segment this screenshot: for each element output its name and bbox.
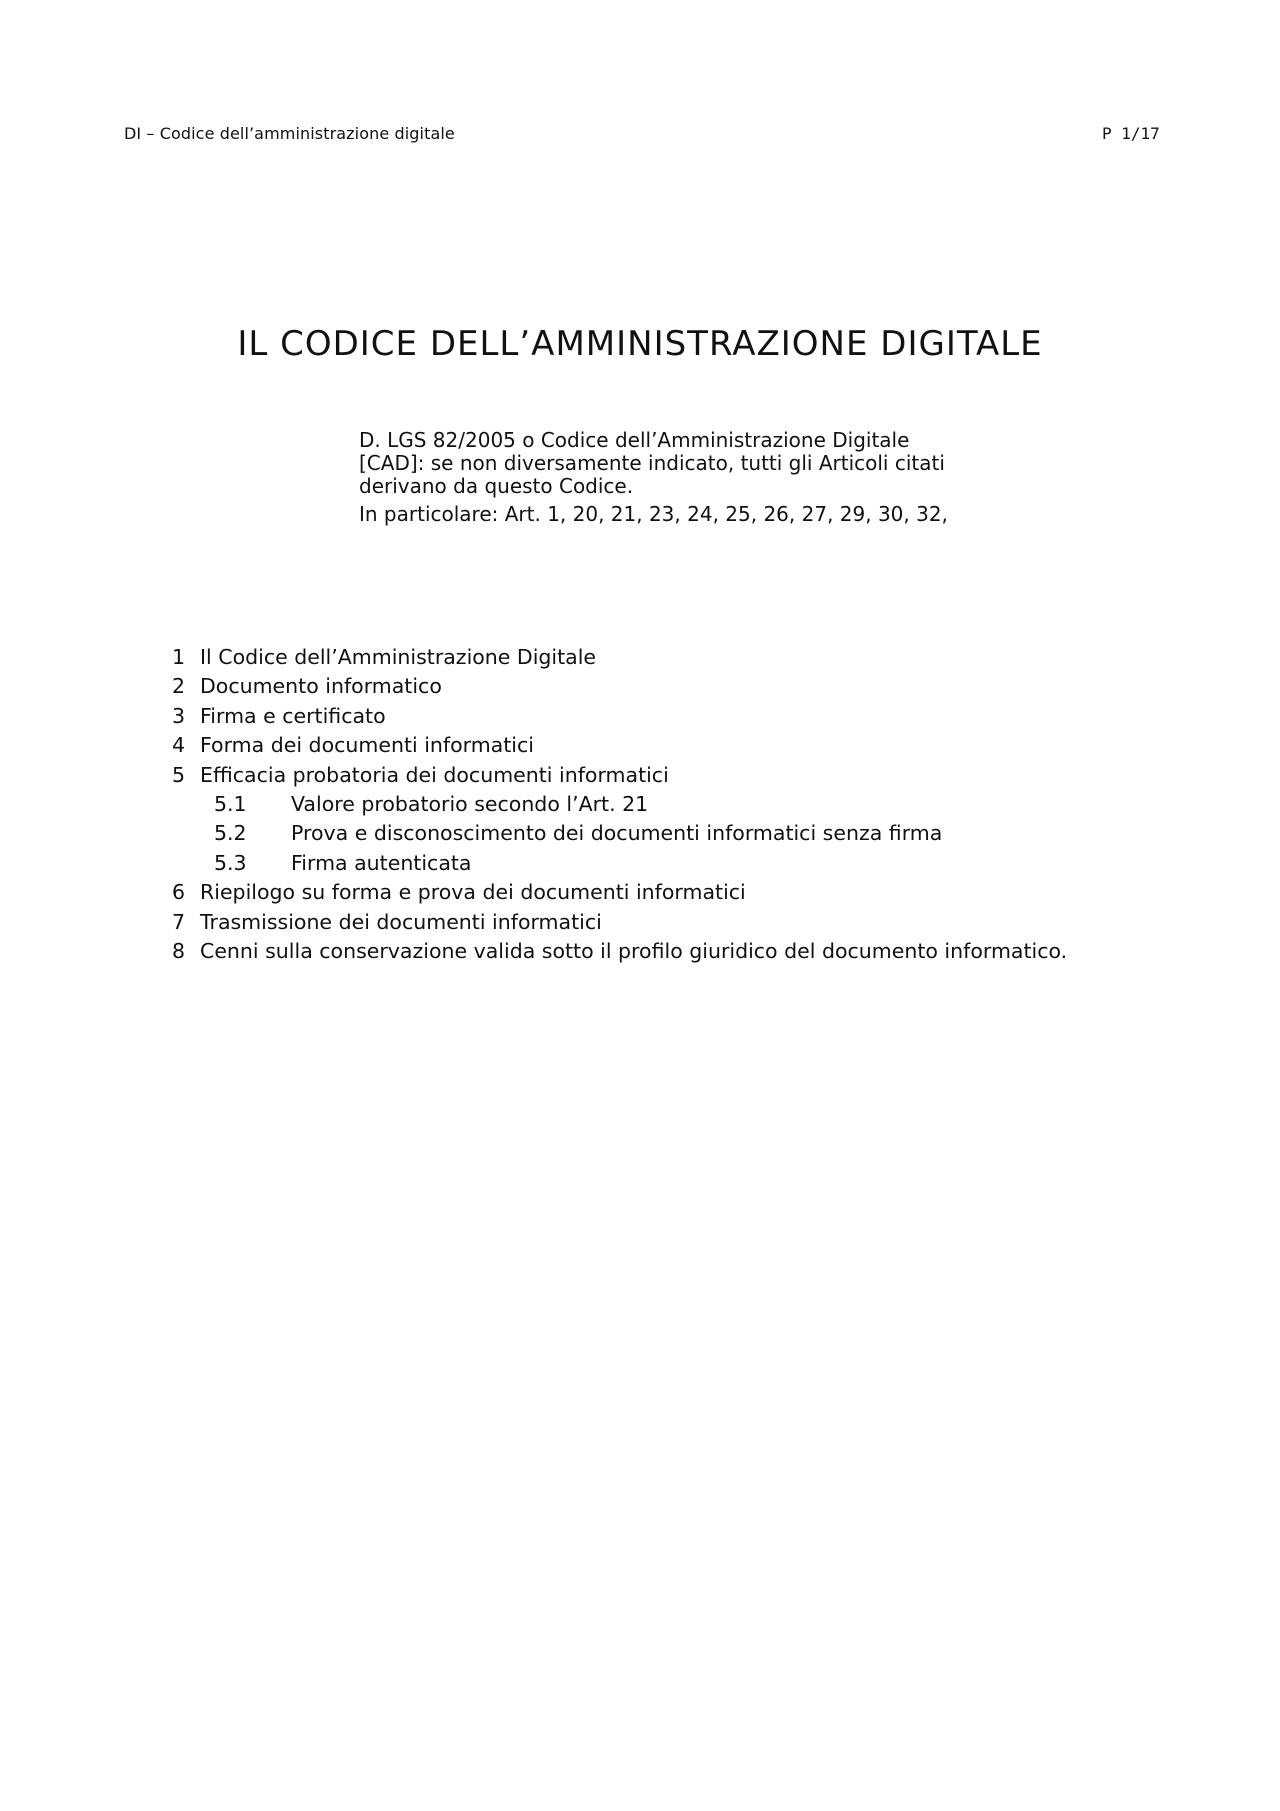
toc-item-number: 6 xyxy=(172,880,186,905)
toc-item[interactable] xyxy=(172,643,1172,672)
toc-item-number: 5.3 xyxy=(214,850,247,875)
toc-subitem[interactable] xyxy=(172,849,1172,878)
document-title: IL CODICE DELL’AMMINISTRAZIONE DIGITALE xyxy=(237,324,1043,364)
toc-item-label: Documento informatico xyxy=(200,674,442,699)
toc-item-number: 5.2 xyxy=(214,821,247,846)
toc-item-label: Forma dei documenti informatici xyxy=(200,733,534,758)
toc-item-label: Firma autenticata xyxy=(291,850,472,875)
table-of-contents xyxy=(172,643,1172,966)
toc-subitem[interactable] xyxy=(172,819,1172,848)
toc-item[interactable] xyxy=(172,878,1172,907)
toc-item[interactable] xyxy=(172,937,1172,966)
toc-item-number: 8 xyxy=(172,939,186,964)
toc-item-number: 5.1 xyxy=(214,792,247,817)
toc-item-number: 3 xyxy=(172,703,186,728)
toc-item[interactable] xyxy=(172,702,1172,731)
toc-item[interactable] xyxy=(172,731,1172,760)
toc-item-number: 1 xyxy=(172,645,186,669)
abstract-paragraph-articles: In particolare: Art. 1, 20, 21, 23, 24, 25, 26, 27, 29, 30, 32, xyxy=(359,502,948,526)
toc-item-number: 5 xyxy=(172,762,186,787)
toc-item-label: Efficacia probatoria dei documenti informatici xyxy=(200,762,669,787)
toc-item-label: Trasmissione dei documenti informatici xyxy=(200,909,602,934)
toc-item-number: 4 xyxy=(172,733,186,758)
toc-item[interactable] xyxy=(172,908,1172,937)
toc-item-number: 7 xyxy=(172,909,186,934)
toc-item-label: Il Codice dell’Amministrazione Digitale xyxy=(200,645,597,669)
toc-item-label: Riepilogo su forma e prova dei documenti informatici xyxy=(200,880,746,905)
toc-item-number: 2 xyxy=(172,674,186,699)
toc-item[interactable] xyxy=(172,761,1172,790)
toc-item-label: Prova e disconoscimento dei documenti informatici senza firma xyxy=(291,821,943,846)
toc-item[interactable] xyxy=(172,672,1172,701)
abstract-block xyxy=(359,429,979,531)
toc-item-label: Firma e certificato xyxy=(200,703,386,728)
page-number: P 1/17 xyxy=(1102,124,1160,143)
toc-subitem[interactable] xyxy=(172,790,1172,819)
running-header-title: DI – Codice dell’amministrazione digitale xyxy=(124,124,455,143)
toc-item-label: Valore probatorio secondo l’Art. 21 xyxy=(291,792,649,817)
toc-item-label: Cenni sulla conservazione valida sotto il profilo giuridico del documento informatico. xyxy=(200,939,1068,964)
abstract-paragraph-source: D. LGS 82/2005 o Codice dell’Amministrazione Digitale [CAD]: se non diversamente indicato, tutti gli Articoli citati derivano da questo Codice. xyxy=(359,428,945,498)
